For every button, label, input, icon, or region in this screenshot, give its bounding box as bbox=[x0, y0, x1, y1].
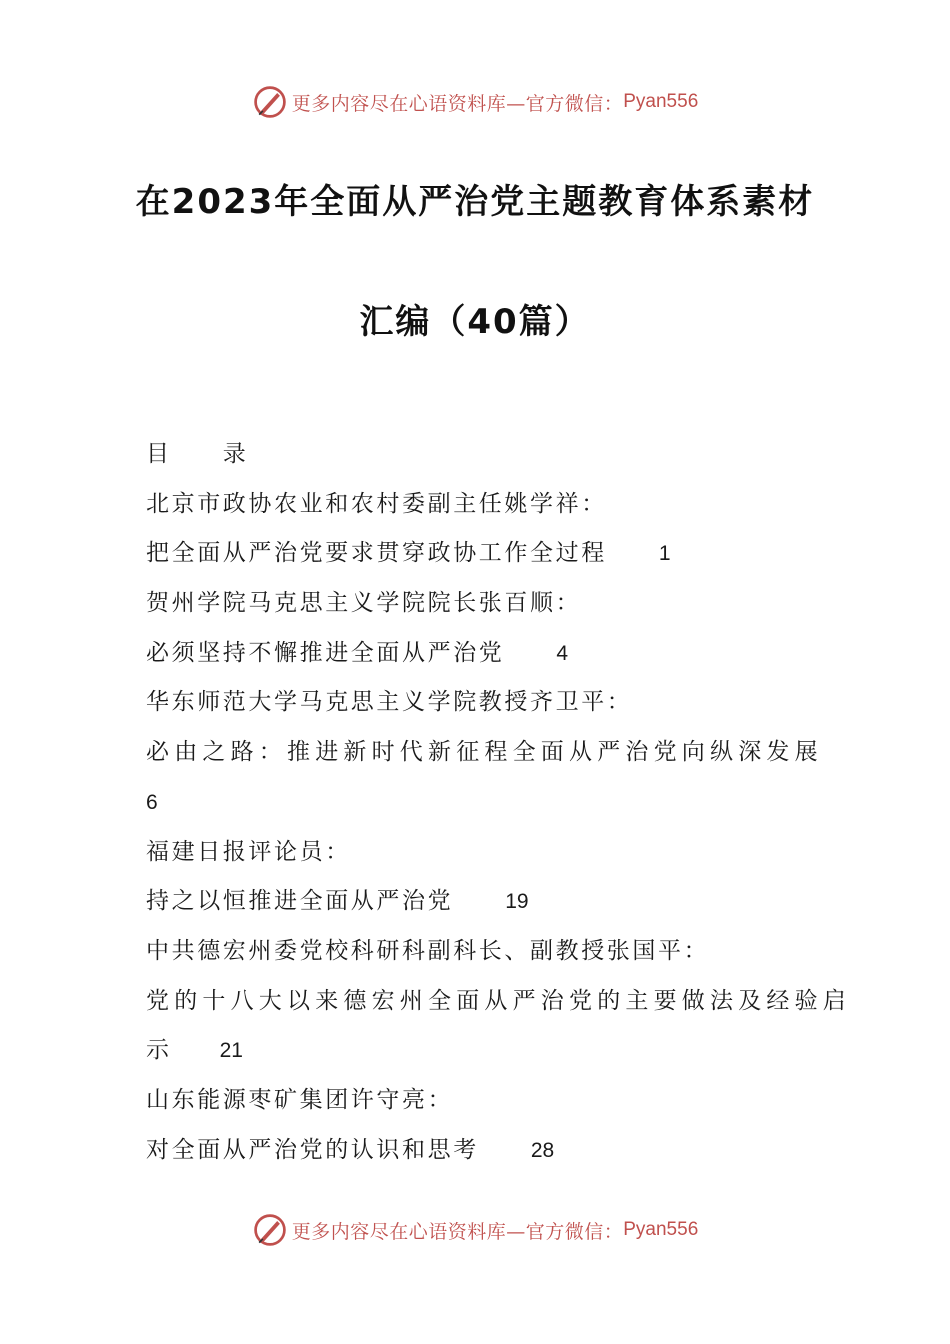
header-banner bbox=[0, 82, 950, 122]
pen-logo-icon bbox=[252, 84, 288, 120]
toc-entry-title[interactable] bbox=[146, 533, 826, 583]
toc-heading: 目 录 bbox=[146, 441, 249, 467]
toc-entry-title[interactable] bbox=[146, 1130, 826, 1180]
pen-logo-icon bbox=[252, 1212, 288, 1248]
toc-entry-author: 山东能源枣矿集团许守亮： bbox=[146, 1086, 454, 1113]
toc-entry-title[interactable] bbox=[146, 881, 826, 931]
banner-text: 更多内容尽在心语资料库—官方微信： bbox=[291, 92, 624, 115]
toc-entry-title-text: 把全面从严治党要求贯穿政协工作全过程 bbox=[146, 540, 607, 567]
toc-entry-author: 华东师范大学马克思主义学院教授齐卫平： bbox=[146, 689, 633, 716]
toc-entry-title-text: 示 bbox=[146, 1037, 172, 1064]
document-title-line1: 在2023年全面从严治党主题教育体系素材 bbox=[135, 182, 815, 222]
banner-wechat-id: Pyan556 bbox=[623, 1219, 699, 1240]
toc-entry-title-text: 持之以恒推进全面从严治党 bbox=[146, 888, 454, 915]
toc-page-number: 28 bbox=[530, 1138, 555, 1162]
toc-entry-title-text: 必须坚持不懈推进全面从严治党 bbox=[146, 639, 505, 666]
toc-page-number: 1 bbox=[658, 542, 671, 566]
toc-entry-title[interactable] bbox=[146, 633, 826, 683]
table-of-contents bbox=[146, 434, 851, 1179]
toc-entry-title-text: 必由之路：推进新时代新征程全面从严治党向纵深发展 bbox=[146, 739, 823, 766]
toc-entry-author: 福建日报评论员： bbox=[146, 838, 351, 865]
toc-entry-author: 中共德宏州委党校科研科副科长、副教授张国平： bbox=[146, 937, 710, 964]
toc-entry-title-continued[interactable] bbox=[146, 782, 826, 832]
toc-page-number: 21 bbox=[219, 1039, 243, 1063]
document-title-line2: 汇编（40篇） bbox=[359, 302, 591, 342]
toc-page-number: 4 bbox=[556, 641, 569, 665]
toc-entry-title[interactable] bbox=[146, 732, 826, 782]
toc-entry-author: 贺州学院马克思主义学院院长张百顺： bbox=[146, 590, 582, 617]
footer-banner bbox=[0, 1210, 950, 1250]
toc-page-number: 6 bbox=[146, 790, 158, 814]
banner-wechat-id: Pyan556 bbox=[623, 91, 699, 112]
toc-entry-title-continued[interactable] bbox=[146, 1030, 826, 1080]
toc-entry-title-text: 对全面从严治党的认识和思考 bbox=[146, 1136, 479, 1163]
toc-entry-title-text: 党的十八大以来德宏州全面从严治党的主要做法及经验启 bbox=[146, 987, 851, 1014]
banner-text: 更多内容尽在心语资料库—官方微信： bbox=[291, 1220, 624, 1243]
toc-page-number: 19 bbox=[505, 890, 529, 914]
toc-entry-title[interactable] bbox=[146, 981, 851, 1031]
toc-entry-author: 北京市政协农业和农村委副主任姚学祥： bbox=[146, 490, 607, 517]
